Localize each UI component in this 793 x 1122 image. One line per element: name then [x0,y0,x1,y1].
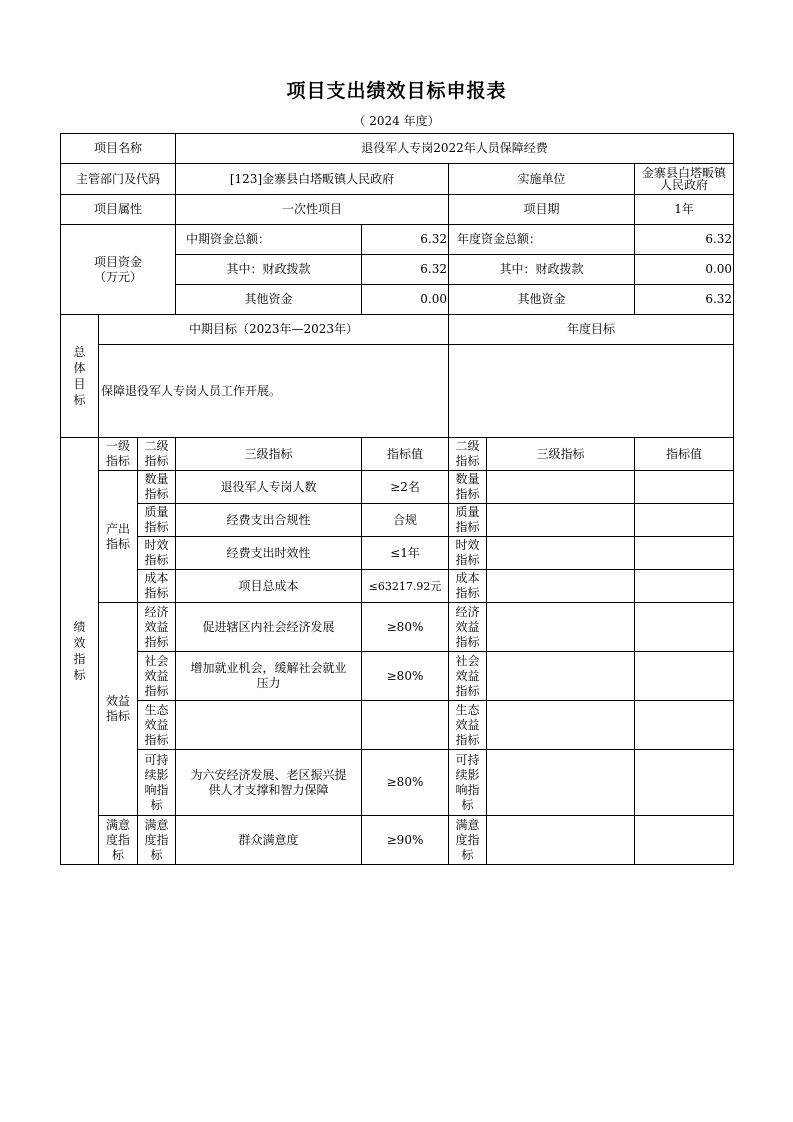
value-cell-year [635,603,734,652]
value-cell: ≥2名 [362,471,449,504]
lvl2-cell-year: 满意 度指 标 [449,816,487,865]
value-cell: 合规 [362,504,449,537]
dept-value: [123]金寨县白塔畈镇人民政府 [176,164,449,195]
lvl3-cell-year [487,816,635,865]
year-other-value: 6.32 [635,285,734,315]
impl-unit-label: 实施单位 [449,164,635,195]
lvl3-cell-year [487,603,635,652]
lvl3-cell-year [487,471,635,504]
lvl3-cell-year [487,652,635,701]
funds-label-line2: （万元） [93,269,142,284]
year-goal-content [449,345,734,438]
lvl3-cell-year [487,750,635,816]
table-row [61,504,734,537]
header-lvl2-year: 二级 指标 [449,438,487,471]
mid-fiscal-label: 其中：财政拨款 [176,255,362,285]
goals-label-char: 总 [73,345,86,359]
value-cell-year [635,537,734,570]
perf-label-char: 标 [73,668,86,682]
lvl2-cell-year: 数量 指标 [449,471,487,504]
table-row [61,701,734,750]
header-value: 指标值 [362,438,449,471]
goals-label-char: 体 [73,361,86,375]
mid-goal-header: 中期目标（2023年—2023年） [99,315,449,345]
perf-label [61,438,99,865]
lvl3-cell: 增加就业机会，缓解社会就业 压力 [176,652,362,701]
mid-other-label: 其他资金 [176,285,362,315]
lvl2-cell-year: 时效 指标 [449,537,487,570]
value-cell-year [635,471,734,504]
mid-goal-content: 保障退役军人专岗人员工作开展。 [99,345,449,438]
lvl3-cell: 为六安经济发展、老区振兴提 供人才支撑和智力保障 [176,750,362,816]
lvl2-cell: 时效 指标 [138,537,176,570]
header-lvl1: 一级 指标 [99,438,138,471]
mid-total-value: 6.32 [362,225,449,255]
lvl2-cell-year: 生态 效益 指标 [449,701,487,750]
project-name-label: 项目名称 [61,134,176,164]
value-cell: ≥80% [362,603,449,652]
lvl2-cell: 社会 效益 指标 [138,652,176,701]
lvl3-cell [176,701,362,750]
lvl2-cell: 数量 指标 [138,471,176,504]
header-value-year: 指标值 [635,438,734,471]
value-cell: ≤1年 [362,537,449,570]
lvl2-cell: 成本 指标 [138,570,176,603]
perf-label-char: 绩 [73,620,86,634]
perf-label-char: 效 [73,636,86,650]
performance-table [60,133,734,865]
table-row [61,816,734,865]
table-row [61,652,734,701]
lvl2-cell: 满意 度指 标 [138,816,176,865]
lvl3-cell-year [487,570,635,603]
lvl2-cell-year: 社会 效益 指标 [449,652,487,701]
header-lvl2: 二级 指标 [138,438,176,471]
year-fiscal-label: 其中：财政拨款 [449,255,635,285]
year-goal-header: 年度目标 [449,315,734,345]
lvl3-cell-year [487,701,635,750]
table-row [61,603,734,652]
period-label: 项目期 [449,195,635,225]
value-cell-year [635,570,734,603]
lvl2-cell-year: 经济 效益 指标 [449,603,487,652]
value-cell-year [635,750,734,816]
mid-fiscal-value: 6.32 [362,255,449,285]
impl-unit-line2: 人民政府 [660,178,709,192]
value-cell-year [635,504,734,537]
lvl3-cell: 经费支出合规性 [176,504,362,537]
mid-other-value: 0.00 [362,285,449,315]
mid-total-label: 中期资金总额： [176,225,362,255]
value-cell: ≥80% [362,750,449,816]
funds-label-line1: 项目资金 [93,254,142,269]
lvl2-cell: 可持 续影 响指 标 [138,750,176,816]
table-row [61,750,734,816]
lvl2-cell: 经济 效益 指标 [138,603,176,652]
lvl3-cell-year [487,537,635,570]
header-lvl3: 三级指标 [176,438,362,471]
header-lvl3-year: 三级指标 [487,438,635,471]
impl-unit-value [635,164,734,195]
attr-label: 项目属性 [61,195,176,225]
lvl3-cell-year [487,504,635,537]
value-cell: ≥80% [362,652,449,701]
lvl2-cell: 生态 效益 指标 [138,701,176,750]
funds-label [61,225,176,315]
period-value: 1年 [635,195,734,225]
lvl2-cell: 质量 指标 [138,504,176,537]
project-name-value: 退役军人专岗2022年人员保障经费 [176,134,734,164]
lvl2-cell-year: 质量 指标 [449,504,487,537]
value-cell: ≤63217.92元 [362,570,449,603]
lvl3-cell: 经费支出时效性 [176,537,362,570]
year-fiscal-value: 0.00 [635,255,734,285]
page-title: 项目支出绩效目标申报表 [286,80,507,102]
lvl3-cell: 群众满意度 [176,816,362,865]
attr-value: 一次性项目 [176,195,449,225]
value-cell-year [635,701,734,750]
impl-unit-line1: 金寨县白塔畈镇 [642,166,727,180]
lvl2-cell-year: 可持 续影 响指 标 [449,750,487,816]
lvl3-cell: 退役军人专岗人数 [176,471,362,504]
lvl3-cell: 促进辖区内社会经济发展 [176,603,362,652]
year-total-label: 年度资金总额： [449,225,635,255]
value-cell: ≥90% [362,816,449,865]
output-label: 产出 指标 [99,471,138,603]
benefit-label: 效益 指标 [99,603,138,816]
goals-label-char: 标 [73,393,86,407]
value-cell [362,701,449,750]
goals-label-char: 目 [73,377,86,391]
satisfaction-label: 满意 度指 标 [99,816,138,865]
value-cell-year [635,816,734,865]
value-cell-year [635,652,734,701]
table-row [61,570,734,603]
lvl3-cell: 项目总成本 [176,570,362,603]
perf-label-char: 指 [73,652,86,666]
dept-label: 主管部门及代码 [61,164,176,195]
table-row [61,471,734,504]
year-label: （ 2024 年度） [353,114,440,128]
lvl2-cell-year: 成本 指标 [449,570,487,603]
table-row [61,537,734,570]
goals-label [61,315,99,438]
year-total-value: 6.32 [635,225,734,255]
year-other-label: 其他资金 [449,285,635,315]
